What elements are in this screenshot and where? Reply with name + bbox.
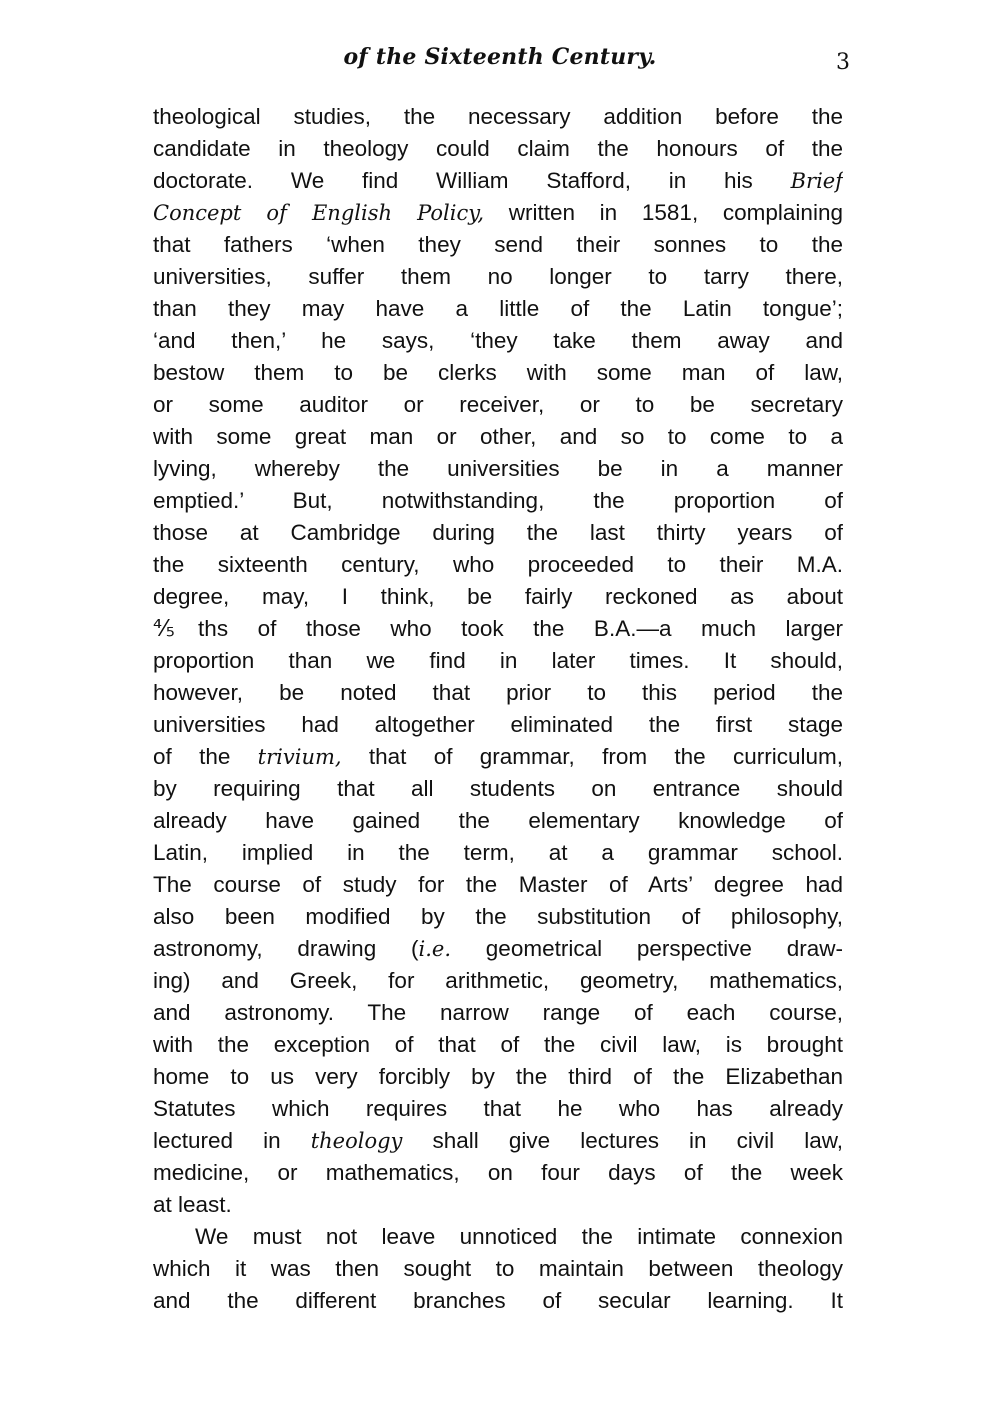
text-segment: But, notwithstanding, the proportion of [292, 488, 843, 513]
text-line: also been modified by the substitution of philosophy, [153, 904, 843, 929]
text-line: universities, suffer them no longer to tarry there, [153, 264, 843, 289]
text-line: the sixteenth century, who proceeded to their M.A. [153, 552, 843, 577]
text-line: bestow them to be clerks with some man of law, [153, 360, 843, 385]
text-segment: geometrical perspective draw- [485, 936, 843, 961]
text-line: by requiring that all students on entrance should [153, 776, 843, 801]
text-segment: proportion than we find in later times. [153, 648, 690, 673]
text-segment: The narrow range of each course, [367, 1000, 843, 1025]
body-text [153, 101, 843, 1317]
text-line: which it was then sought to maintain between theology [153, 1256, 843, 1281]
italic-title: Brief [790, 169, 843, 193]
text-segment: emptied.’ [153, 488, 244, 513]
text-line: Latin, implied in the term, at a grammar school. [153, 840, 843, 865]
text-line [153, 933, 843, 965]
text-line [153, 741, 843, 773]
text-segment: that of grammar, from the curriculum, [368, 744, 843, 769]
text-segment: of the [153, 744, 231, 769]
text-line: ‘and then,’ he says, ‘they take them away and [153, 328, 843, 353]
text-line: We must not leave unnoticed the intimate connexion [195, 1224, 843, 1249]
text-line: medicine, or mathematics, on four days of the week [153, 1160, 843, 1185]
text-segment: astronomy, drawing ( [153, 936, 419, 961]
italic-abbrev: i.e. [418, 937, 451, 961]
text-segment: lectured in [153, 1128, 281, 1153]
text-line: universities had altogether eliminated the first stage [153, 712, 843, 737]
page-header [150, 44, 850, 84]
text-line: degree, may, I think, be fairly reckoned as about [153, 584, 843, 609]
text-line: than they may have a little of the Latin tongue’; [153, 296, 843, 321]
page-number: 3 [836, 50, 850, 75]
text-line: home to us very forcibly by the third of the Elizabethan [153, 1064, 843, 1089]
text-line [153, 1125, 843, 1157]
text-line: ⅘ths of those who took the B.A.—a much larger [153, 616, 843, 641]
text-line: already have gained the elementary knowledge of [153, 808, 843, 833]
text-line: those at Cambridge during the last thirty years of [153, 520, 843, 545]
text-segment: doctorate. [153, 168, 254, 193]
text-segment: written in 1581, complaining [508, 200, 843, 225]
italic-title: Concept of English Policy, [153, 201, 484, 225]
text-line [153, 645, 843, 677]
text-line [153, 1285, 843, 1317]
text-line: candidate in theology could claim the honours of the [153, 136, 843, 161]
text-line: that fathers ‘when they send their sonnes to the [153, 232, 843, 257]
text-line: Statutes which requires that he who has already [153, 1096, 843, 1121]
running-head: of the Sixteenth Century. [343, 44, 657, 70]
text-segment: It [830, 1288, 843, 1313]
text-line: at least. [153, 1192, 232, 1217]
text-line [153, 197, 843, 229]
text-line: ing) and Greek, for arithmetic, geometry, mathematics, [153, 968, 843, 993]
text-segment: shall give lectures in civil law, [432, 1128, 843, 1153]
text-line [153, 485, 843, 517]
text-line: or some auditor or receiver, or to be secretary [153, 392, 843, 417]
text-line: The course of study for the Master of Arts’ degree had [153, 872, 843, 897]
text-line: with the exception of that of the civil law, is brought [153, 1032, 843, 1057]
text-line [153, 997, 843, 1029]
text-segment: and astronomy. [153, 1000, 334, 1025]
text-segment: and the different branches of secular learning. [153, 1288, 794, 1313]
text-line: with some great man or other, and so to come to a [153, 424, 843, 449]
italic-term: trivium, [257, 745, 342, 769]
text-segment: It should, [723, 648, 843, 673]
text-segment: We find William Stafford, in his [290, 168, 753, 193]
text-line [153, 165, 843, 197]
text-line: theological studies, the necessary addition before the [153, 104, 843, 129]
text-line: lyving, whereby the universities be in a manner [153, 456, 843, 481]
text-line: however, be noted that prior to this period the [153, 680, 843, 705]
italic-term: theology [310, 1129, 403, 1153]
